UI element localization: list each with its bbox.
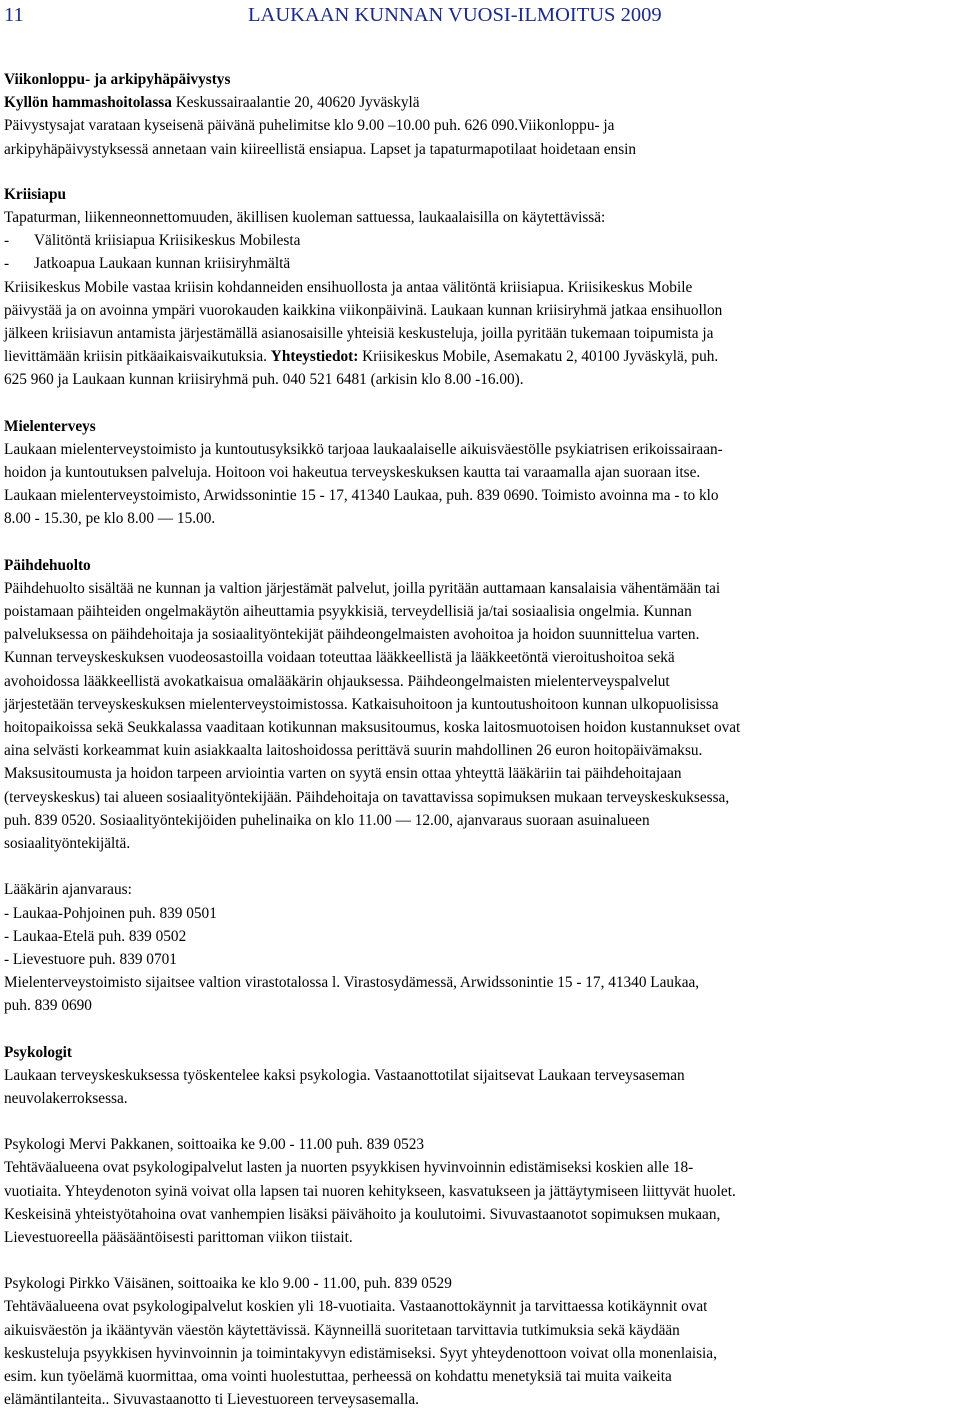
section-psychologists (4, 1041, 954, 1111)
paragraph-line: Laukaan mielenterveystoimisto, Arwidssonintie 15 - 17, 41340 Laukaa, puh. 839 0690. Toimisto avoinna ma - to klo (4, 487, 719, 505)
paragraph-line: Psykologi Mervi Pakkanen, soittoaika ke 9.00 - 11.00 puh. 839 0523 (4, 1136, 425, 1154)
paragraph-line: esim. kun työelämä kuormittaa, oma vointi huolestuttaa, perheessä on kohdattu menetyksiä tai muita vaikeita (4, 1367, 672, 1385)
paragraph-line: elämäntilanteita.. Sivuvastaanotto ti Lievestuoreen terveysasemalla. (4, 1391, 419, 1409)
page-number: 11 (4, 4, 24, 26)
section-heading: Mielenterveys (4, 417, 96, 435)
paragraph-line: Psykologi Pirkko Väisänen, soittoaika ke klo 9.00 - 11.00, puh. 839 0529 (4, 1275, 452, 1293)
paragraph-line: aikuisväestön ja ikääntyvän väestön käytettävissä. Käynneillä suoritetaan tarvittavia tutkimuksia sekä käydään (4, 1321, 680, 1339)
paragraph-line: aina selvästi korkeammat kuin asiakkaalta laitoshoidossa perittävä suurin mahdollinen 26 euron hoitopäivämaksu. (4, 742, 703, 760)
paragraph-line: 8.00 - 15.30, pe klo 8.00 — 15.00. (4, 510, 216, 528)
paragraph-line: vuotiaita. Yhteydenoton syinä voivat olla lapsen tai nuoren kehitykseen, kasvatukseen ja jättäytymiseen liittyvät huolet. (4, 1182, 736, 1200)
paragraph-line: keskusteluja psyykkisen hyvinvoinnin ja toimintakyvyn edistämiseksi. Syyt yhteydenottoon voivat olla monenlaisia, (4, 1344, 717, 1362)
paragraph-line: Tehtäväalueena ovat psykologipalvelut lasten ja nuorten psyykkisen hyvinvoinnin edistämiseksi koskien alle 18- (4, 1159, 694, 1177)
paragraph-line: avohoidossa lääkkeellistä avokatkaisua omalääkärin ohjauksessa. Päihdeongelmaisten mielenterveyspalvelut (4, 672, 670, 690)
location-line (4, 91, 954, 114)
paragraph-line: (terveyskeskus) tai alueen sosiaalityöntekijään. Päihdehoitaja on tavattavissa sopimuksen mukaan terveyskeskuksessa, (4, 788, 730, 806)
paragraph-line: lievittämään kriisin pitkäaikaisvaikutuksia. Yhteystiedot: Kriisikeskus Mobile, Asemakatu 2, 40100 Jyväskylä, puh. (4, 348, 719, 366)
location-label: Kyllön hammashoitolassa (4, 94, 172, 112)
section-substance-care (4, 554, 954, 856)
paragraph-line: Mielenterveystoimisto sijaitsee valtion virastotalossa l. Virastosydämessä, Arwidssonintie 15 - 17, 41340 Laukaa, (4, 974, 700, 992)
paragraph-line: päivystää ja on avoinna ympäri vuorokauden kaikkina viikonpäivinä. Laukaan kunnan kriisiryhmä jatkaa ensihuollon (4, 301, 723, 319)
section-heading: Päihdehuolto (4, 556, 91, 574)
paragraph-line: jälkeen kriisiavun antamista järjestämällä asianosaisille yhteisiä keskusteluja, joilla pyritään tukemaan toipumista ja (4, 325, 714, 343)
section-heading: Psykologit (4, 1043, 72, 1061)
list-item: - Jatkoapua Laukaan kunnan kriisiryhmältä (4, 255, 291, 273)
list-item: - Lievestuore puh. 839 0701 (4, 950, 177, 968)
paragraph-line: palveluksessa on päihdehoitaja ja sosiaalityöntekijät päihdeongelmaisten avohoitoa ja hoidon suunnittelua varten. (4, 626, 700, 644)
section-psychologist-pirkko (4, 1272, 954, 1411)
paragraph-line: puh. 839 0690 (4, 997, 92, 1015)
paragraph-line: puh. 839 0520. Sosiaalityöntekijöiden puhelinaika on klo 11.00 — 12.00, ajanvaraus suoraan asuinalueen (4, 811, 650, 829)
paragraph-line: poistamaan päihteiden ongelmakäytön aiheuttamia psyykkisiä, terveydellisiä ja/tai sosiaalisia ongelmia. Kunnan (4, 603, 692, 621)
paragraph-line: Kunnan terveyskeskuksen vuodeosastoilla voidaan toteuttaa lääkkeellistä ja lääkkeetöntä vieroitushoitoa sekä (4, 649, 675, 667)
paragraph-line: hoitopaikoissa sekä Seukkalassa vaaditaan kotikunnan maksusitoumus, koska laitosmuotoisen hoidon kustannukset ovat (4, 719, 741, 737)
section-crisis-help (4, 183, 954, 392)
paragraph-line: Maksusitoumusta ja hoidon tarpeen arviointia varten on syytä ensin ottaa yhteyttä lääkäriin tai päihdehoitajaan (4, 765, 682, 783)
section-mental-health (4, 415, 954, 531)
section-doctor-booking (4, 878, 954, 1017)
paragraph-line: hoidon ja kuntoutuksen palveluja. Hoitoon voi hakeutua terveyskeskuksen kautta tai varaamalla ajan suoraan itse. (4, 464, 701, 482)
paragraph-line: Laukaan terveyskeskuksessa työskentelee kaksi psykologia. Vastaanottotilat sijaitsevat Laukaan terveysaseman (4, 1066, 685, 1084)
list-item: - Välitöntä kriisiapua Kriisikeskus Mobilesta (4, 232, 301, 250)
page-header (4, 2, 954, 28)
paragraph-line: Keskeisinä yhteistyötahoina ovat vanhempien lisäksi päivähoito ja koulutoimi. Sivuvastaanotot sopimuksen mukaan, (4, 1205, 721, 1223)
section-weekend-dental (4, 68, 954, 161)
paragraph-line: 625 960 ja Laukaan kunnan kriisiryhmä puh. 040 521 6481 (arkisin klo 8.00 -16.00). (4, 371, 524, 389)
paragraph-line: sosiaalityöntekijältä. (4, 835, 131, 853)
paragraph-line: Laukaan mielenterveystoimisto ja kuntoutusyksikkö tarjoaa laukaalaiselle aikuisväestölle psykiatrisen erikoissairaan- (4, 440, 723, 458)
contact-label: Yhteystiedot: (270, 348, 359, 366)
page-title: LAUKAAN KUNNAN VUOSI-ILMOITUS 2009 (248, 4, 662, 26)
list-item: - Laukaa-Etelä puh. 839 0502 (4, 927, 187, 945)
section-psychologist-mervi (4, 1133, 954, 1249)
paragraph-line: arkipyhäpäivystyksessä annetaan vain kiireellistä ensiapua. Lapset ja tapaturmapotilaat hoidetaan ensin (4, 140, 637, 158)
list-item: - Laukaa-Pohjoinen puh. 839 0501 (4, 904, 217, 922)
paragraph-line: neuvolakerroksessa. (4, 1089, 128, 1107)
paragraph-line: Tehtäväalueena ovat psykologipalvelut koskien yli 18-vuotiaita. Vastaanottokäynnit ja tarvittaessa kotikäynnit ovat (4, 1298, 708, 1316)
paragraph-line: Päivystysajat varataan kyseisenä päivänä puhelimitse klo 9.00 –10.00 puh. 626 090.Viikonloppu- ja (4, 117, 615, 135)
document-body (4, 68, 954, 1411)
section-heading: Kriisiapu (4, 185, 67, 203)
paragraph-line: Lääkärin ajanvaraus: (4, 881, 132, 899)
paragraph-line: Lievestuoreella pääsääntöisesti parittoman viikon tiistait. (4, 1228, 353, 1246)
paragraph-line: Päihdehuolto sisältää ne kunnan ja valtion järjestämät palvelut, joilla pyritään auttamaan kansalaisia vähentämään tai (4, 579, 721, 597)
paragraph-line: Kriisikeskus Mobile vastaa kriisin kohdanneiden ensihuollosta ja antaa välitöntä kriisiapua. Kriisikeskus Mobile (4, 278, 693, 296)
paragraph-line: Tapaturman, liikenneonnettomuuden, äkillisen kuoleman sattuessa, laukaalaisilla on käytettävissä: (4, 209, 606, 227)
section-heading: Viikonloppu- ja arkipyhäpäivystys (4, 71, 231, 88)
location-address: Keskussairaalantie 20, 40620 Jyväskylä (171, 94, 420, 112)
paragraph-line: järjestetään terveyskeskuksen mielenterveystoimistossa. Katkaisuhoitoon ja kuntoutushoitoon kunnan ulkopuolisissa (4, 695, 719, 713)
